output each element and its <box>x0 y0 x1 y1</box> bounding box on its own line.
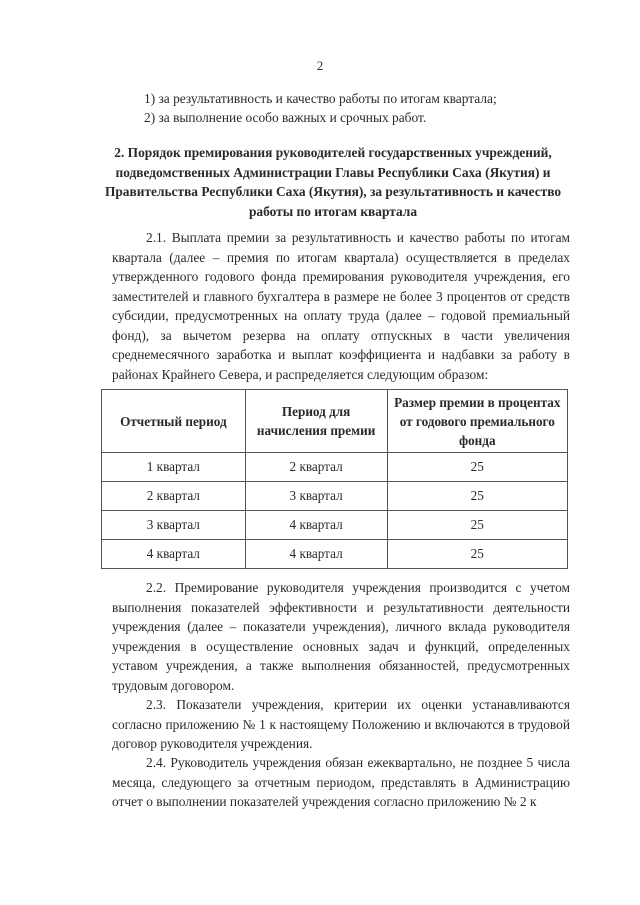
table-row <box>102 453 568 482</box>
table-cell: 3 квартал <box>245 482 387 511</box>
bonus-types-list <box>144 89 497 127</box>
quarterly-bonus-table <box>101 389 568 569</box>
table-cell: 2 квартал <box>102 482 246 511</box>
table-row <box>102 540 568 569</box>
table-cell: 2 квартал <box>245 453 387 482</box>
paragraph-2-2: 2.2. Премирование руководителя учреждения производится с учетом выполнения показателей эффективности и результативности деятельности учреждения (далее – показатели учреждения), личного вклада руководителя учреждения в осуществление основных задач и функций, определенных уставом учреждения, а также выполнения обязанностей, предусмотренных трудовым договором. <box>112 580 570 693</box>
table-cell: 4 квартал <box>245 511 387 540</box>
table-cell: 4 квартал <box>102 540 246 569</box>
section-heading: 2. Порядок премирования руководителей государственных учреждений, подведомственных Администрации Главы Республики Саха (Якутия) и Правительства Республики Саха (Якутия), за результативность и качество работы по итогам квартала <box>104 145 562 219</box>
table-header-cell: Отчетный период <box>102 390 246 453</box>
paragraph-2-1: 2.1. Выплата премии за результативность и качество работы по итогам квартала (далее – премия по итогам квартала) осуществляется в пределах утвержденного годового фонда премирования руководителя учреждения, его заместителей и главного бухгалтера в размере не более 3 процентов от средств субсидии, предусмотренных на оплату труда (далее – годовой премиальный фонд), за вычетом резерва на оплату отпускных в части увеличения среднемесячного заработка и выплат коэффициента и надбавки за работу в районах Крайнего Севера, и распределяется следующим образом: <box>112 230 570 382</box>
table-row <box>102 482 568 511</box>
table-cell: 25 <box>387 453 567 482</box>
list-item: 2) за выполнение особо важных и срочных работ. <box>144 110 427 125</box>
list-item: 1) за результативность и качество работы по итогам квартала; <box>144 91 497 106</box>
table-cell: 3 квартал <box>102 511 246 540</box>
table-cell: 25 <box>387 482 567 511</box>
paragraph-2-4: 2.4. Руководитель учреждения обязан ежеквартально, не позднее 5 числа месяца, следующего за отчетным периодом, представлять в Администрацию отчет о выполнении показателей учреждения согласно приложению № 2 к <box>112 755 570 809</box>
paragraph-2-3: 2.3. Показатели учреждения, критерии их оценки устанавливаются согласно приложению № 1 к настоящему Положению и включаются в трудовой договор руководителя учреждения. <box>112 697 570 751</box>
table-header-cell: Период для начисления премии <box>245 390 387 453</box>
table-cell: 25 <box>387 511 567 540</box>
table-header-cell: Размер премии в процентах от годового премиального фонда <box>387 390 567 453</box>
page-number: 2 <box>316 58 324 73</box>
table-cell: 1 квартал <box>102 453 246 482</box>
table-header-row <box>102 390 568 453</box>
table-cell: 4 квартал <box>245 540 387 569</box>
table-row <box>102 511 568 540</box>
table-cell: 25 <box>387 540 567 569</box>
